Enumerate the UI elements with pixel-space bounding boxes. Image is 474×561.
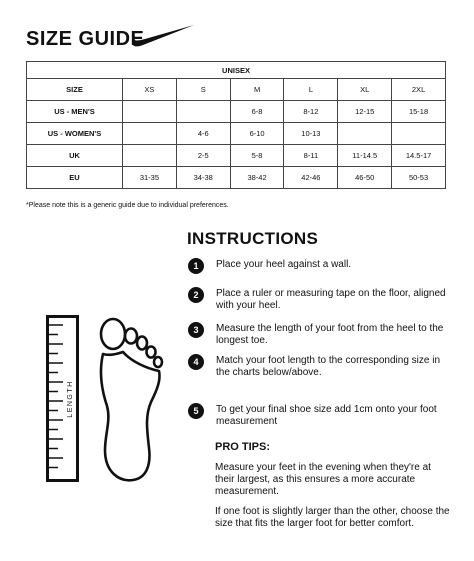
step-text: To get your final shoe size add 1cm onto your foot measurement [216, 404, 437, 427]
step-number-badge: 1 [188, 258, 204, 274]
table-cell: 42-46 [284, 167, 338, 189]
ruler-icon [46, 315, 80, 483]
table-cell: 14.5-17 [392, 145, 446, 167]
table-header-row [27, 79, 446, 101]
row-label: UK [27, 145, 123, 167]
column-header: XL [338, 79, 392, 101]
column-header: SIZE [27, 79, 123, 101]
table-row [27, 167, 446, 189]
table-cell: 6-10 [230, 123, 284, 145]
instructions-heading: INSTRUCTIONS [187, 229, 319, 248]
ruler-length-label: LENGTH [67, 380, 74, 418]
table-cell: 10-13 [284, 123, 338, 145]
table-cell: 50-53 [392, 167, 446, 189]
page-title: SIZE GUIDE [26, 28, 145, 50]
table-cell [123, 101, 177, 123]
step-text: Match your foot length to the corresponding size in the charts below/above. [216, 355, 441, 378]
table-cell [123, 145, 177, 167]
size-chart-table [26, 61, 446, 189]
table-cell: 15-18 [392, 101, 446, 123]
table-cell: 11-14.5 [338, 145, 392, 167]
pro-tips-heading: PRO TIPS: [215, 441, 271, 453]
table-cell: 46-50 [338, 167, 392, 189]
table-cell: 8-11 [284, 145, 338, 167]
disclaimer-note: *Please note this is a generic guide due to individual preferences. [26, 202, 229, 209]
column-header: S [176, 79, 230, 101]
table-cell: 31-35 [123, 167, 177, 189]
table-cell: 5-8 [230, 145, 284, 167]
step-text: Place a ruler or measuring tape on the floor, aligned with your heel. [216, 288, 446, 311]
table-cell: 6-8 [230, 101, 284, 123]
table-cell [392, 123, 446, 145]
row-label: US - MEN'S [27, 101, 123, 123]
column-header: XS [123, 79, 177, 101]
column-header: M [230, 79, 284, 101]
table-cell [338, 123, 392, 145]
table-row [27, 145, 446, 167]
step-number-badge: 2 [188, 287, 204, 303]
step-text: Measure the length of your foot from the heel to the longest toe. [216, 323, 444, 346]
table-cell: 12-15 [338, 101, 392, 123]
pro-tip-text: Measure your feet in the evening when they're at their largest, as this ensures a more accurate measurement. [215, 462, 431, 497]
table-cell: 4-6 [176, 123, 230, 145]
table-cell: 34-38 [176, 167, 230, 189]
table-group-header: UNISEX [27, 62, 446, 79]
table-cell: 8-12 [284, 101, 338, 123]
pro-tip-text: If one foot is slightly larger than the other, choose the size that fits the larger foot for better comfort. [215, 506, 450, 529]
table-row [27, 101, 446, 123]
table-row [27, 123, 446, 145]
column-header: 2XL [392, 79, 446, 101]
table-cell: 38-42 [230, 167, 284, 189]
step-number-badge: 3 [188, 322, 204, 338]
column-header: L [284, 79, 338, 101]
table-cell [123, 123, 177, 145]
step-text: Place your heel against a wall. [216, 259, 352, 270]
step-number-badge: 4 [188, 354, 204, 370]
foot-outline-icon [95, 316, 167, 486]
table-cell: 2-5 [176, 145, 230, 167]
step-number-badge: 5 [188, 403, 204, 419]
table-cell [176, 101, 230, 123]
row-label: EU [27, 167, 123, 189]
row-label: US - WOMEN'S [27, 123, 123, 145]
nike-swoosh-logo [131, 21, 195, 49]
